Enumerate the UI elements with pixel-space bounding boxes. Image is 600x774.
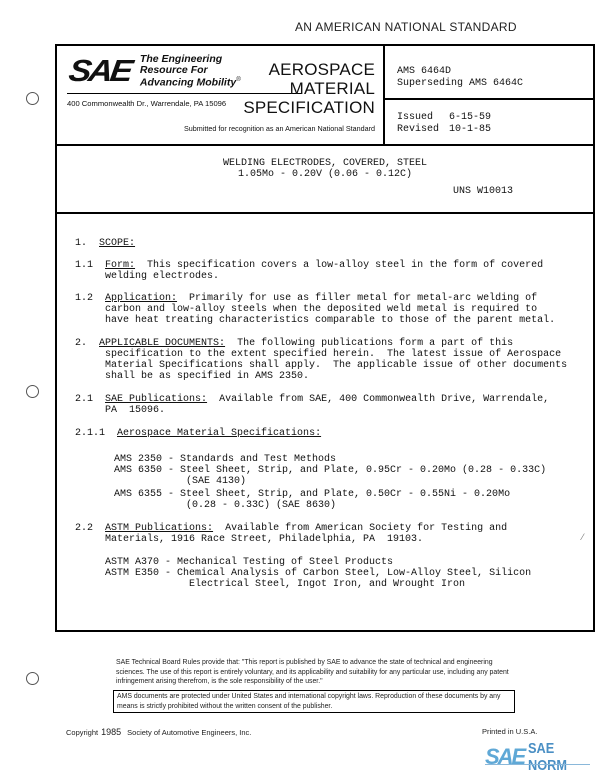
american-national-standard-banner: AN AMERICAN NATIONAL STANDARD xyxy=(295,20,517,34)
astm-list-item: ASTM E350 - Chemical Analysis of Carbon Steel, Low-Alloy Steel, Silicon xyxy=(105,568,532,579)
sae-logo-icon: SAE xyxy=(66,53,133,89)
sae-tagline: The Engineering Resource For Advancing Mobility® xyxy=(139,53,241,89)
section-1: 1. SCOPE: xyxy=(75,238,136,249)
issued-label: Issued xyxy=(397,112,434,123)
technical-board-rules: SAE Technical Board Rules provide that: "This report is published by SAE to advance the state of technical and engineering sciences. The use of this report is entirely voluntary, and its applicability and suitability for any particular use, including any patent infringement arising therefrom, is the sole responsibility of the user." xyxy=(116,659,509,685)
uns-number: UNS W10013 xyxy=(452,186,513,197)
revised-date: 10-1-85 xyxy=(449,124,492,135)
copyright-notice-box: AMS documents are protected under United States and international copyright laws. Reproduction of these documents by any means is strictly prohibited without the written consent of the publisher. xyxy=(113,690,515,713)
margin-mark: ⁄ xyxy=(582,532,584,542)
section-1-2: 1.2 Application: Primarily for use as filler metal for metal-arc welding of xyxy=(75,293,538,304)
section-2: 2. APPLICABLE DOCUMENTS: The following publications form a part of this xyxy=(75,338,514,349)
astm-list-item: Electrical Steel, Ingot Iron, and Wrought Iron xyxy=(105,579,466,590)
document-title: WELDING ELECTRODES, COVERED, STEEL 1.05Mo - 0.20V (0.06 - 0.12C) xyxy=(222,158,428,180)
header-left xyxy=(57,46,385,144)
section-2-1: 2.1 SAE Publications: Available from SAE, 400 Commonwealth Drive, Warrendale, xyxy=(75,394,550,405)
ams-list-item: (SAE 4130) xyxy=(114,476,247,487)
ams-number-box xyxy=(385,46,593,100)
punch-hole-icon xyxy=(26,672,39,685)
ams-list-item: AMS 6350 - Steel Sheet, Strip, and Plate, 0.95Cr - 0.20Mo (0.28 - 0.33C) xyxy=(114,465,547,476)
astm-list-item: ASTM A370 - Mechanical Testing of Steel Products xyxy=(105,557,394,568)
title-band xyxy=(57,146,593,214)
ams-list-item: AMS 2350 - Standards and Test Methods xyxy=(114,454,337,465)
section-1-1: 1.1 Form: This specification covers a low-alloy steel in the form of covered xyxy=(75,260,544,271)
sae-address: 400 Commonwealth Dr., Warrendale, PA 15096 xyxy=(67,99,227,108)
ams-number: AMS 6464D xyxy=(397,66,452,77)
ams-list-item: (0.28 - 0.33C) (SAE 8630) xyxy=(114,500,337,511)
printed-in: Printed in U.S.A. xyxy=(482,727,538,736)
section-2-1-1: 2.1.1 Aerospace Material Specifications: xyxy=(75,428,322,439)
section-2-2: 2.2 ASTM Publications: Available from American Society for Testing and xyxy=(75,523,508,534)
document-header xyxy=(57,46,593,146)
sae-norm-watermark: SAE SAE NORM xyxy=(485,740,600,774)
sae-logo xyxy=(66,53,241,89)
punch-hole-icon xyxy=(26,385,39,398)
ams-list-item: AMS 6355 - Steel Sheet, Strip, and Plate, 0.50Cr - 0.55Ni - 0.20Mo xyxy=(114,489,511,500)
copyright-line: Copyright 1985 Society of Automotive Engineers, Inc. xyxy=(66,727,252,737)
superseding: Superseding AMS 6464C xyxy=(397,78,524,89)
sae-watermark-logo-icon: SAE xyxy=(485,744,525,769)
document-frame: SAE The Engineering Resource For Advancing Mobility® 400 Commonwealth Dr., Warrendale, PA 15096 AEROSPACE MATERIAL SPECIFICATION Submitted for recognition as an American National Standard AMS 6464D Superseding AMS 6464C Issued 6-15-59 Revised 10-1-85 WELDING ELECTRODES, COVERED, STEEL 1.05Mo - 0.20V (0.06 - 0.12C) UNS W10013 1. SCOPE: 1.1 Form: This specification covers a low-alloy steel in the form of covered welding electrodes. 1.2 Application: Primarily for use as filler metal for metal-arc welding of carbon and low-alloy steels when the deposited weld metal is required to have heat treating characteristics comparable to those of the parent metal. 2. APPLICABLE DOCUMENTS: The following publications form a part of this specification to the extent specified herein. The latest issue of Aerospace Material Specifications shall apply. The applicable issue of other documents shall be as specified in AMS 2350. 2.1 SAE Publications: Available from SAE, 400 Commonwealth Drive, Warrendale, PA 15096. 2.1.1 Aerospace Material Specifications: AMS 2350 - Standards and Test Methods AMS 6350 - Steel Sheet, Strip, and Plate, 0.95Cr - 0.20Mo (0.28 - 0.33C) (SAE 4130) AMS 6355 - Steel Sheet, Strip, and Plate, 0.50Cr - 0.55Ni - 0.20Mo (0.28 - 0.33C) (SAE 8630) 2.2 ASTM Publications: Available from American Society for Testing and Materials, 1916 Race Street, Philadelphia, PA 19103. ASTM A370 - Mechanical Testing of Steel Products ASTM E350 - Chemical Analysis of Carbon Steel, Low-Alloy Steel, Silicon Electrical Steel, Ingot Iron, and Wrought Iron xyxy=(55,44,595,632)
document-type-title: AEROSPACE MATERIAL SPECIFICATION xyxy=(243,60,375,117)
issued-date: 6-15-59 xyxy=(449,112,492,123)
revised-label: Revised xyxy=(397,124,440,135)
dates-box xyxy=(385,100,593,144)
submitted-note: Submitted for recognition as an American National Standard xyxy=(184,124,375,133)
punch-hole-icon xyxy=(26,92,39,105)
